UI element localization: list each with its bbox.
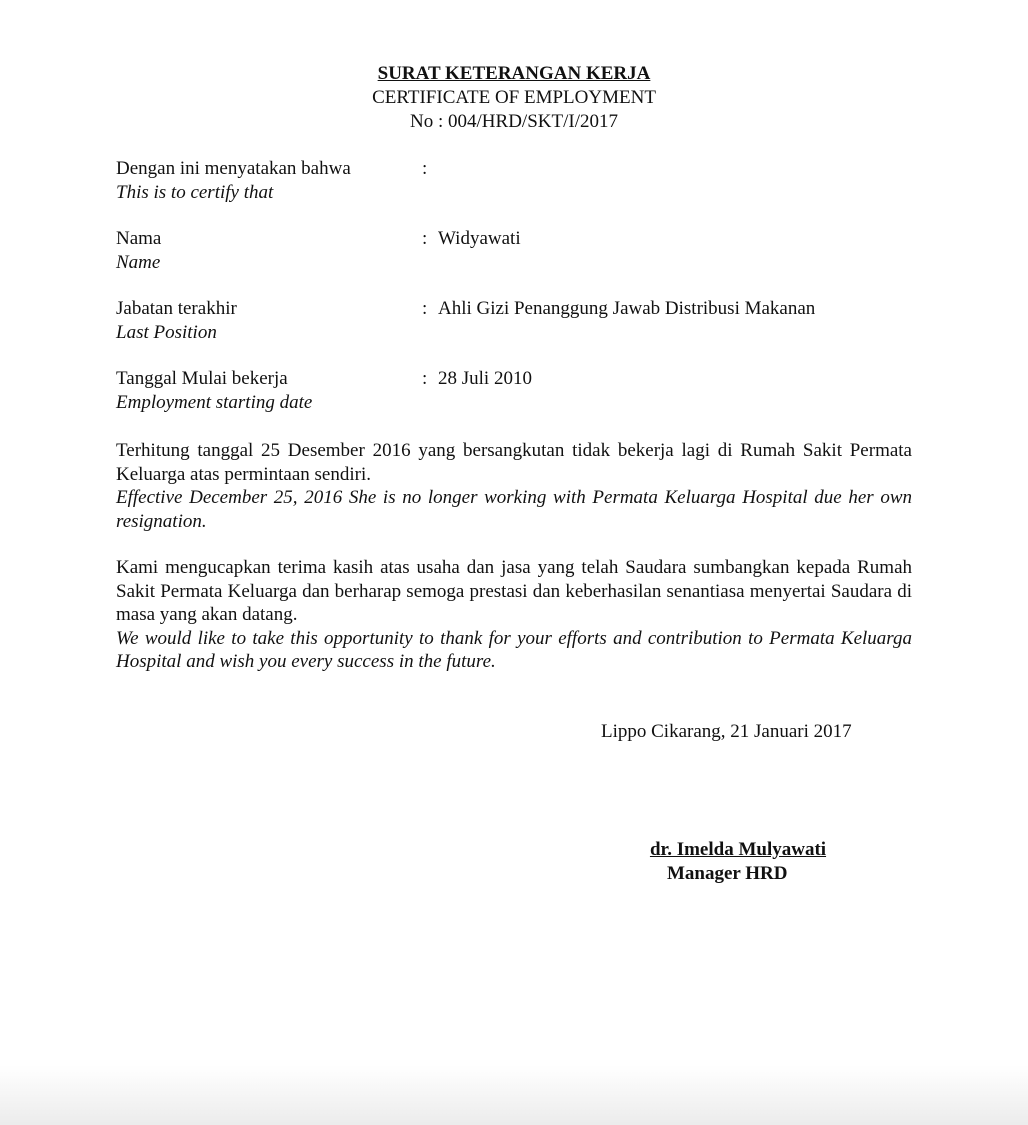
paragraph-indonesian: Terhitung tanggal 25 Desember 2016 yang bersangkutan tidak bekerja lagi di Rumah Sakit Permata Keluarga atas permintaan sendiri. <box>116 440 912 485</box>
field-row-certify <box>116 157 916 205</box>
signature-block <box>641 838 835 886</box>
paragraph-english: Effective December 25, 2016 She is no longer working with Permata Keluarga Hospital due her own resignation. <box>116 487 912 532</box>
document-header <box>0 62 1028 134</box>
document-title-english: CERTIFICATE OF EMPLOYMENT <box>372 87 656 108</box>
document-title-indonesian: SURAT KETERANGAN KERJA <box>377 63 651 84</box>
field-label-indonesian: Jabatan terakhir <box>116 298 237 319</box>
field-label-english: This is to certify that <box>116 182 274 203</box>
field-colon: : <box>422 228 428 249</box>
field-row-last-position <box>116 297 916 345</box>
field-row-start-date <box>116 367 916 415</box>
field-label-indonesian: Dengan ini menyatakan bahwa <box>116 158 351 179</box>
last-position-value: Ahli Gizi Penanggung Jawab Distribusi Makanan <box>438 298 816 319</box>
signer-name: dr. Imelda Mulyawati <box>649 839 827 860</box>
document-number: No : 004/HRD/SKT/I/2017 <box>410 111 618 132</box>
field-colon: : <box>422 158 428 179</box>
paragraph-indonesian: Kami mengucapkan terima kasih atas usaha dan jasa yang telah Saudara sumbangkan kepada Rumah Sakit Permata Keluarga dan berharap semoga prestasi dan keberhasilan senantiasa menyertai Saudara di masa yang akan datang. <box>116 557 912 625</box>
thanks-paragraph <box>116 556 912 674</box>
employee-details <box>116 157 916 437</box>
field-label-english: Name <box>116 252 161 273</box>
paragraph-english: We would like to take this opportunity to thank for your efforts and contribution to Permata Keluarga Hospital and wish you every success in the future. <box>116 627 912 672</box>
field-label-english: Last Position <box>116 322 217 343</box>
field-label-indonesian: Tanggal Mulai bekerja <box>116 368 288 389</box>
resignation-paragraph <box>116 439 912 533</box>
page-bottom-shadow <box>0 1065 1028 1125</box>
field-row-name <box>116 227 916 275</box>
start-date-value: 28 Juli 2010 <box>438 368 532 389</box>
field-colon: : <box>422 298 428 319</box>
place-and-date: Lippo Cikarang, 21 Januari 2017 <box>601 721 852 742</box>
employee-name-value: Widyawati <box>438 228 521 249</box>
field-label-english: Employment starting date <box>116 392 313 413</box>
field-colon: : <box>422 368 428 389</box>
field-label-indonesian: Nama <box>116 228 162 249</box>
signer-role: Manager HRD <box>667 863 788 884</box>
